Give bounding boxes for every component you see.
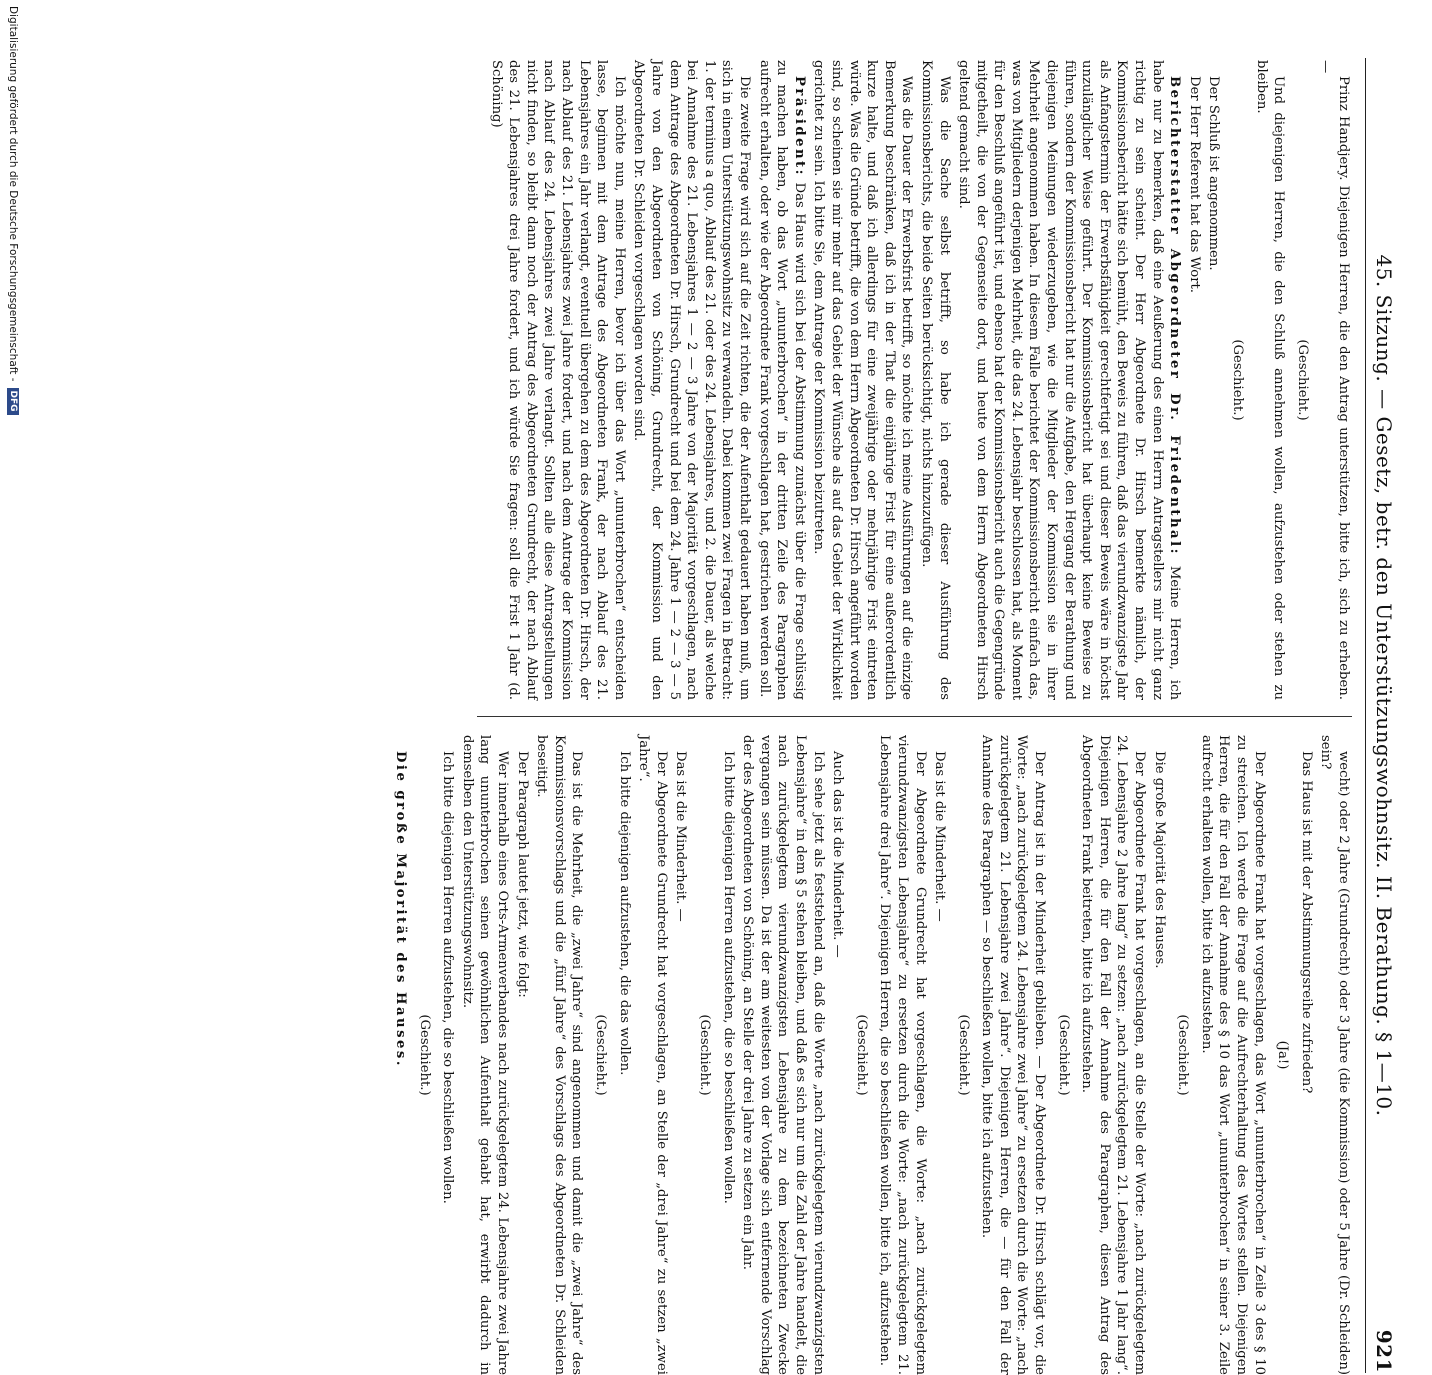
paragraph: Der Abgeordnete Frank hat vorgeschlagen, das Wort „ununterbrochen“ in Zeile 3 des § 10 zu streichen. Ich werde die Frage auf die Aufrechterhaltung des Wortes stellen. Diejenigen Herren, die für den Fall der Annahme des § 10 das Wort „ununterbrochen“ in seiner 3. Zeile aufrecht erhalten wollen, bitte ich aufzustehen. bbox=[1198, 735, 1267, 1375]
paragraph: Das Haus ist mit der Abstimmungsreihe zufrieden? bbox=[1298, 751, 1314, 1094]
stage-direction: (Geschieht.) bbox=[853, 1014, 869, 1096]
paragraph: Und diejenigen Herren, die den Schluß annehmen wollen, aufzustehen oder stehen zu bleiben. bbox=[1253, 60, 1287, 700]
paragraph: Wer innerhalb eines Orts-Armenverbandes nach zurückgelegtem 24. Lebensjahre zwei Jahre lang ununterbrochen seinen gewöhnlichen Aufenthalt gehabt hat, erwirbt dadurch in demselben den Unterstützungswohnsitz. bbox=[459, 735, 511, 1375]
speech-text: Meine Herren, ich habe nur zu bemerken, daß eine Aeußerung des einen Herrn Antragstellers mir nicht ganz richtig zu sein scheint. Der Herr Abgeordnete Dr. Hirsch bemerkte nämlich, der Kommissionsbericht hätte sich bemüht, den Beweis zu führen, daß das vierundzwanzigste Jahr als Anfangstermin der Erwerbsfähigkeit gerechtfertigt sei und dieser Beweis wäre in höchst unzulänglicher Weise geführt. Der Kommissionsbericht hat überhaupt keine Beweise zu führen, sondern der Kommissionsbericht hat nur die Aufgabe, den Hergang der Berathung und diejenigen Meinungen wiederzugeben, wie die Mitglieder der Kommission sie in ihrer Mehrheit angenommen haben. In diesem Falle berichtet der Kommissionsbericht einfach das, was von Mitgliedern derjenigen Mehrheit, die das 24. Lebensjahr beschlossen hat, als Moment für den Beschluß angeführt ist, und ebenso hat der Kommissionsbericht auch die Gegengründe mitgetheilt, die von der Gegenseite dort, und heute von dem Herrn Abgeordneten Hirsch geltend gemacht sind. bbox=[956, 60, 1183, 700]
paragraph: Der Abgeordnete Grundrecht hat vorgeschlagen, die Worte: „nach zurückgelegtem vierundzwanzigsten Lebensjahre“ zu ersetzen durch die Worte: „nach zurückgelegtem 21. Lebensjahre drei Jahre“. Diejenigen Herren, die so beschließen wollen, bitte ich, aufzustehen. bbox=[877, 735, 928, 1375]
digitization-footer bbox=[6, 0, 20, 1006]
paragraph: Prinz Handjery. Diejenigen Herren, die den Antrag unterstützen, bitte ich, sich zu erheben. — bbox=[1318, 60, 1351, 700]
paragraph: Ich bitte diejenigen Herren aufzustehen, die so beschließen wollen. bbox=[440, 751, 456, 1204]
page-number: 921 bbox=[1372, 1329, 1396, 1373]
session-title: 45. Sitzung. — Gesetz, betr. den Unterstützungswohnsitz. II. Berathung. § 1—10. bbox=[1372, 254, 1396, 1117]
paragraph bbox=[955, 60, 1184, 700]
paragraph: Die große Majorität des Hauses. bbox=[393, 751, 409, 1068]
speaker-label: Präsident: bbox=[791, 76, 807, 178]
stage-direction: (Ja!) bbox=[1275, 1040, 1291, 1070]
paragraph: Der Abgeordnete Frank hat vorgeschlagen, an die Stelle der Worte: „nach zurückgelegtem 24. Lebensjahre 2 Jahre lang“ zu setzen: „nach zurückgelegtem 21. Lebensjahre 1 Jahr lang“. Diejenigen Herren, die für den Fall der Annahme des Paragraphen, diesen Antrag des Abgeordneten Frank beitreten, bitte ich aufzustehen. bbox=[1079, 735, 1148, 1375]
running-header bbox=[1365, 58, 1396, 1373]
paragraph: Das ist die Minderheit. — bbox=[673, 751, 689, 922]
paragraph: Ich bitte diejenigen Herren aufzustehen, die so beschließen wollen. bbox=[720, 751, 736, 1204]
stage-direction: (Geschieht.) bbox=[1294, 339, 1310, 421]
stage-direction: (Geschieht.) bbox=[1175, 1014, 1191, 1096]
paragraph: Der Paragraph lautet jetzt, wie folgt: bbox=[514, 751, 530, 998]
speech-text: Das Haus wird sich bei der Abstimmung zunächst über die Frage schlüssig zu machen haben, ob das Wort „ununterbrochen“ in der dritten Zeile des Paragraphen aufrecht erhalten, oder wie der Abgeordnete Frank vorgeschlagen hat, gestrichen werden soll. bbox=[756, 60, 807, 700]
right-column bbox=[393, 735, 1352, 1375]
paragraph: Der Schluß ist angenommen. bbox=[1206, 76, 1222, 271]
paragraph: Die große Majorität des Hauses. bbox=[1151, 751, 1167, 969]
stage-direction: (Geschieht.) bbox=[593, 1014, 609, 1096]
paragraph: Ich sehe jetzt als feststehend an, daß die Worte „nach zurückgelegtem vierundzwanzigsten Lebensjahre“ in dem § 5 stehen bleiben, und daß es sich nur um die Zahl der Jahre handelt, die nach zurückgelegtem vierundzwanzigsten Lebensjahre zu dem bezeichneten Zwecke vergangen sein müssen. Da ist der am weitesten von der Vorlage sich entfernende Vorschlag der des Abgeordneten von Schöning, an Stelle der drei Jahre zu setzen ein Jahr. bbox=[740, 735, 826, 1375]
paragraph: Was die Sache selbst betrifft, so habe ich gerade dieser Ausführung des Kommissionsberichts, die beide Seiten berücksichtigt, nichts hinzuzufügen. bbox=[918, 60, 952, 700]
paragraph: Der Antrag ist in der Minderheit geblieben. — Der Abgeordnete Dr. Hirsch schlägt vor, die Worte: „nach zurückgelegtem 24. Lebensjahre zwei Jahre“ zu ersetzen durch die Worte: „nach zurückgelegtem 21. Lebensjahre zwei Jahre“. Diejenigen Herren, die — für den Fall der Annahme des Paragraphen — so beschließen wollen, bitte ich aufzustehen. bbox=[979, 735, 1048, 1375]
paragraph: Auch das ist die Minderheit. — bbox=[830, 751, 846, 958]
paragraph: Ich bitte diejenigen aufzustehen, die das wollen. bbox=[616, 751, 632, 1076]
paragraph: Die zweite Frage wird sich auf die Zeit richten, die der Aufenthalt gedauert haben muß, um sich in einem Unterstützungswohnsitz zu verwandeln. Dabei kommen zwei Fragen in Betracht: 1. der terminus a quo, Ablauf des 21. oder des 24. Lebensjahres, und 2. die Dauer, als welche bei Annahme des 21. Lebensjahres 1 — 2 — 3 Jahre von der Majorität vorgeschlagen, nach dem Antrage des Abgeordneten Dr. Hirsch, Grundrecht und bei dem 24. Jahre 1 — 2 — 3 — 5 Jahre von den Abgeordneten von Schöning, Grundrecht, der Kommission und den Abgeordneten Dr. Schleiden vorgeschlagen worden sind. bbox=[631, 60, 752, 700]
paragraph: Das ist die Mehrheit, die „zwei Jahre“ sind angenommen und damit die „zwei Jahre“ des Kommissionsvorschlags und die „fünf Jahre“ des Vorschlags des Abgeordneten Dr. Schleiden beseitigt. bbox=[534, 735, 585, 1375]
column-divider bbox=[477, 716, 1352, 717]
left-column bbox=[472, 60, 1352, 700]
footer-text: Digitalisierung gefördert durch die Deutsche Forschungsgemeinschaft - bbox=[7, 6, 19, 382]
paragraph: Der Abgeordnete Grundrecht hat vorgeschlagen, an Stelle der „drei Jahre“ zu setzen „zwei Jahre“. bbox=[636, 735, 669, 1375]
paragraph: Ich möchte nun, meine Herren, bevor ich über das Wort „ununterbrochen“ entscheiden lasse, beginnen mit dem Antrage des Abgeordneten Frank, der nach Ablauf des 21. Lebensjahres ein Jahr verlangt, eventuell übergehen zu dem des Abgeordneten Dr. Hirsch, der nach Ablauf des 21. Lebensjahres zwei Jahre fordert, und nach dem Antrage der Kommission nach Ablauf des 24. Lebensjahres zwei Jahre verlangt. Sollten alle diese Antragstellungen nicht finden, so bleibt dann noch der Antrag des Abgeordneten Grundrecht, der nach Ablauf des 21. Lebensjahres drei Jahre fordert, und ich würde Sie fragen: soll die Frist 1 Jahr (d. Schöning) bbox=[488, 60, 627, 700]
dfg-logo: DFG bbox=[7, 388, 19, 415]
paragraph: Das ist die Minderheit. — bbox=[932, 751, 948, 922]
stage-direction: (Geschieht.) bbox=[416, 1014, 432, 1096]
stage-direction: (Geschieht.) bbox=[1230, 339, 1246, 421]
stage-direction: (Geschieht.) bbox=[1055, 1014, 1071, 1096]
paragraph: wecht) oder 2 Jahre (Grundrecht) oder 3 Jahre (die Kommission) oder 5 Jahre (Dr. Schleiden) sein? bbox=[1318, 735, 1351, 1375]
paragraph bbox=[755, 60, 808, 700]
speaker-label: Berichterstatter Abgeordneter Dr. Friedenthal: bbox=[1167, 76, 1183, 556]
paragraph: Was die Dauer der Erwerbsfrist betrifft, so möchte ich meine Ausführungen auf die einzige Bemerkung beschränken, daß ich in der That die einjährige Frist für eine außerordentlich kurze halte, und daß ich allerdings für eine zweijährige oder mehrjährige Frist eintreten würde. Was die Gründe betrifft, die von dem Herrn Abgeordneten Dr. Hirsch angeführt worden sind, so scheinen sie mir mehr auf das Gebiet der Wünsche als auf das Gebiet der Wirklichkeit gerichtet zu sein. Ich bitte Sie, dem Antrage der Kommission beizutreten. bbox=[811, 60, 915, 700]
stage-direction: (Geschieht.) bbox=[955, 1014, 971, 1096]
paragraph: Der Herr Referent hat das Wort. bbox=[1186, 76, 1202, 293]
stage-direction: (Geschieht.) bbox=[697, 1014, 712, 1096]
